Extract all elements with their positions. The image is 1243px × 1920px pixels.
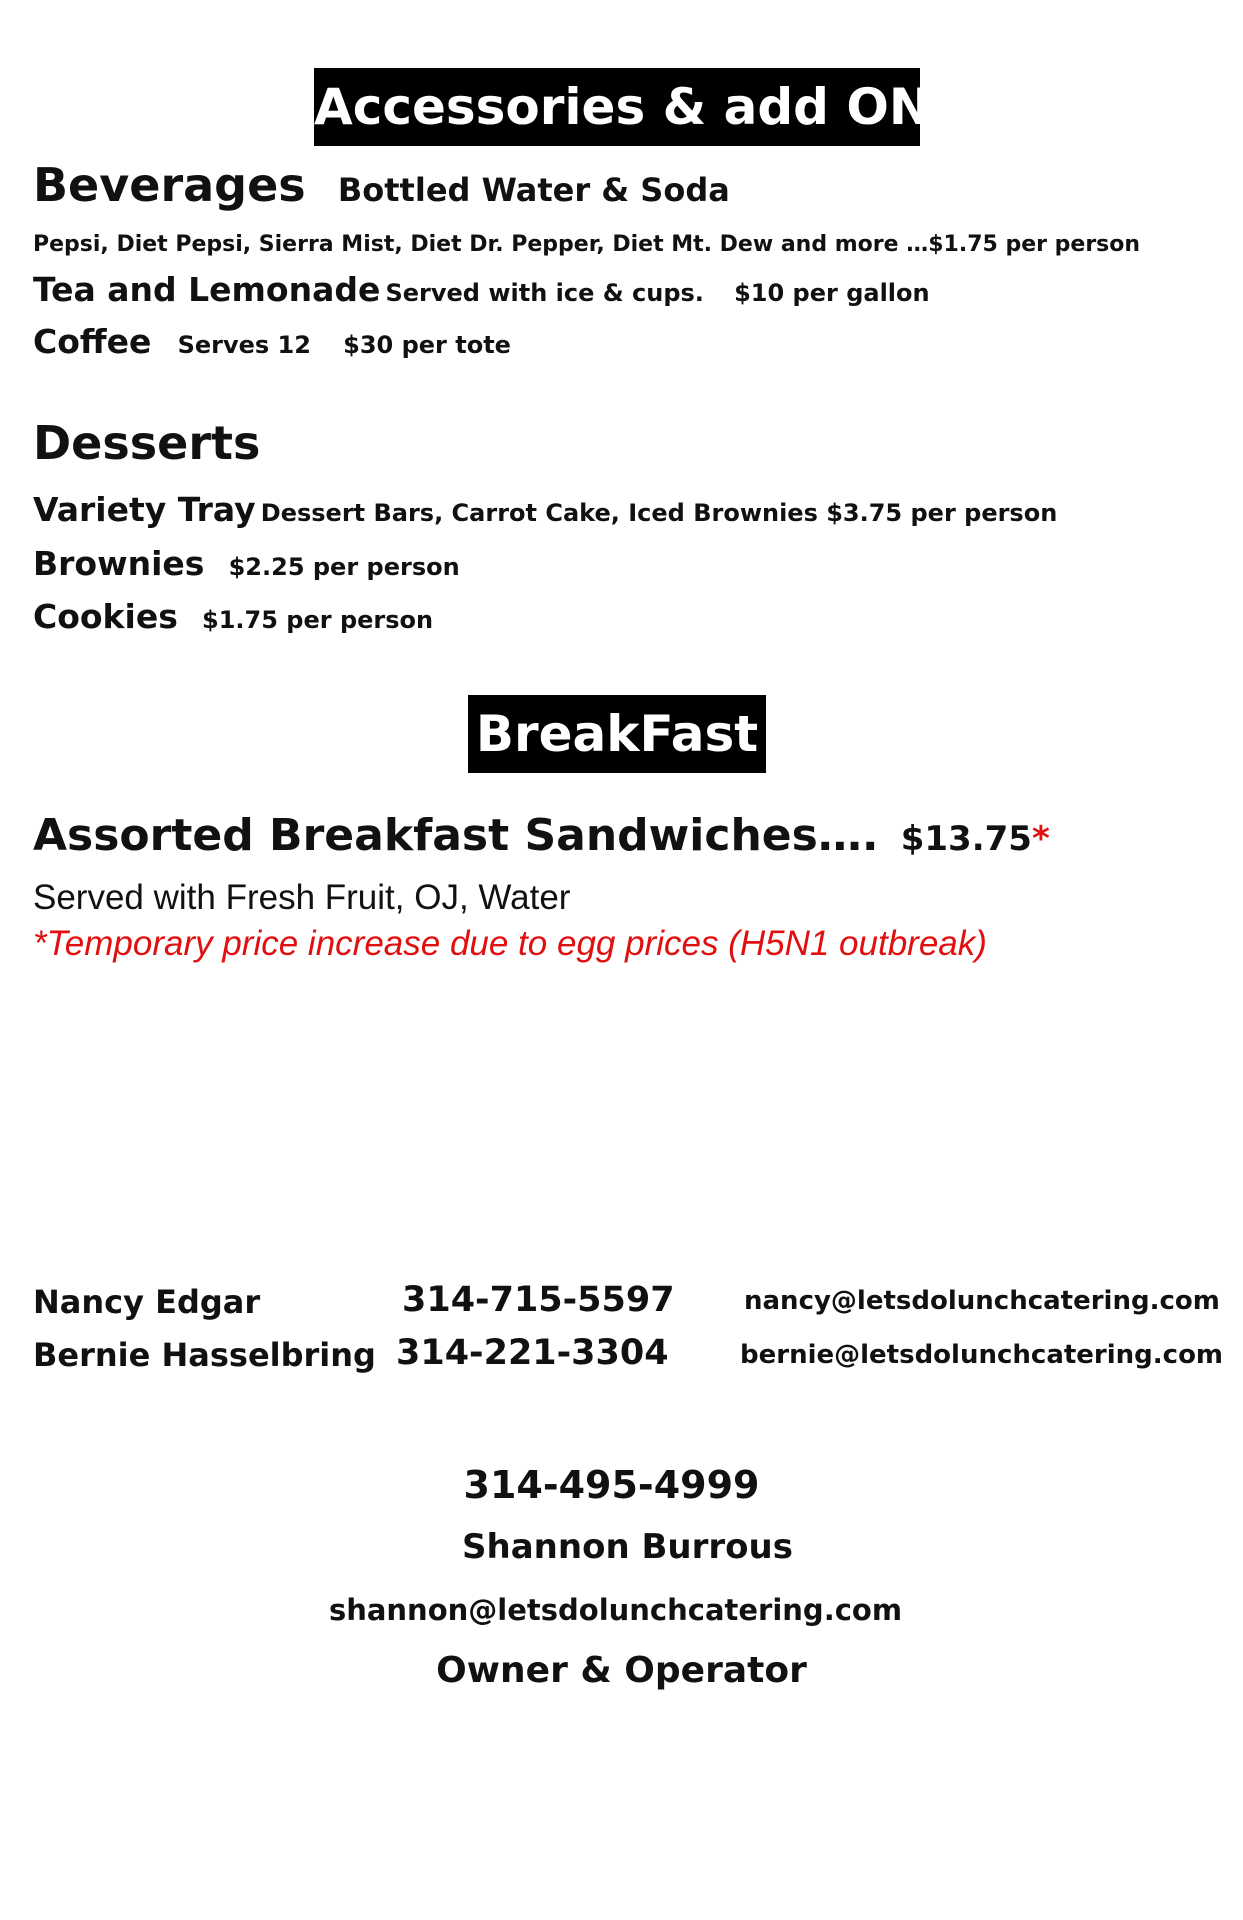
soda-line: Pepsi, Diet Pepsi, Sierra Mist, Diet Dr. Pepper, Diet Mt. Dew and more …$1.75 per person: [33, 232, 1141, 257]
cookies-price: $1.75 per person: [202, 606, 434, 634]
tea-price: $10 per gallon: [734, 279, 930, 307]
coffee-price: $30 per tote: [343, 331, 511, 359]
cookies-row: [33, 597, 433, 636]
breakfast-banner-text: BreakFast: [475, 705, 759, 763]
contact-phone-nancy[interactable]: 314-715-5597: [402, 1280, 675, 1320]
contact-name-nancy: Nancy Edgar: [33, 1283, 261, 1321]
breakfast-item-row: [33, 810, 1050, 861]
variety-tray-desc: Dessert Bars, Carrot Cake, Iced Brownies $3.75 per person: [260, 499, 1058, 527]
breakfast-served-with: Served with Fresh Fruit, OJ, Water: [33, 878, 571, 917]
contact-email-nancy[interactable]: nancy@letsdolunchcatering.com: [744, 1286, 1220, 1316]
beverages-heading-row: [33, 158, 730, 212]
accessories-banner-text: Accessories & add ONS: [314, 78, 967, 136]
tea-desc: Served with ice & cups.: [385, 279, 704, 307]
coffee-desc: Serves 12: [177, 331, 311, 359]
beverages-subheading: Bottled Water & Soda: [337, 171, 730, 209]
owner-title: Owner & Operator: [436, 1650, 807, 1691]
brownies-price: $2.25 per person: [228, 553, 460, 581]
cookies-name: Cookies: [33, 597, 178, 636]
brownies-name: Brownies: [33, 544, 205, 583]
coffee-row: [33, 322, 511, 361]
breakfast-banner: [468, 695, 766, 773]
owner-phone[interactable]: 314-495-4999: [463, 1463, 760, 1507]
breakfast-price-asterisk: *: [1031, 819, 1050, 859]
brownies-row: [33, 544, 460, 583]
accessories-banner: [314, 68, 967, 146]
desserts-heading: Desserts: [33, 416, 261, 470]
breakfast-item-price: $13.75: [900, 819, 1032, 859]
egg-price-note: *Temporary price increase due to egg prices (H5N1 outbreak): [33, 924, 987, 963]
variety-tray-name: Variety Tray: [33, 490, 256, 529]
coffee-name: Coffee: [33, 322, 152, 361]
owner-name: Shannon Burrous: [462, 1527, 793, 1567]
contact-name-bernie: Bernie Hasselbring: [33, 1336, 376, 1374]
breakfast-item-name: Assorted Breakfast Sandwiches….: [33, 810, 879, 861]
contact-phone-bernie[interactable]: 314-221-3304: [396, 1333, 669, 1373]
beverages-heading: Beverages: [33, 158, 306, 212]
owner-email[interactable]: shannon@letsdolunchcatering.com: [328, 1593, 903, 1627]
contact-email-bernie[interactable]: bernie@letsdolunchcatering.com: [740, 1340, 1224, 1370]
variety-tray-row: [33, 490, 1057, 529]
tea-row: [33, 270, 930, 309]
tea-name: Tea and Lemonade: [33, 270, 381, 309]
